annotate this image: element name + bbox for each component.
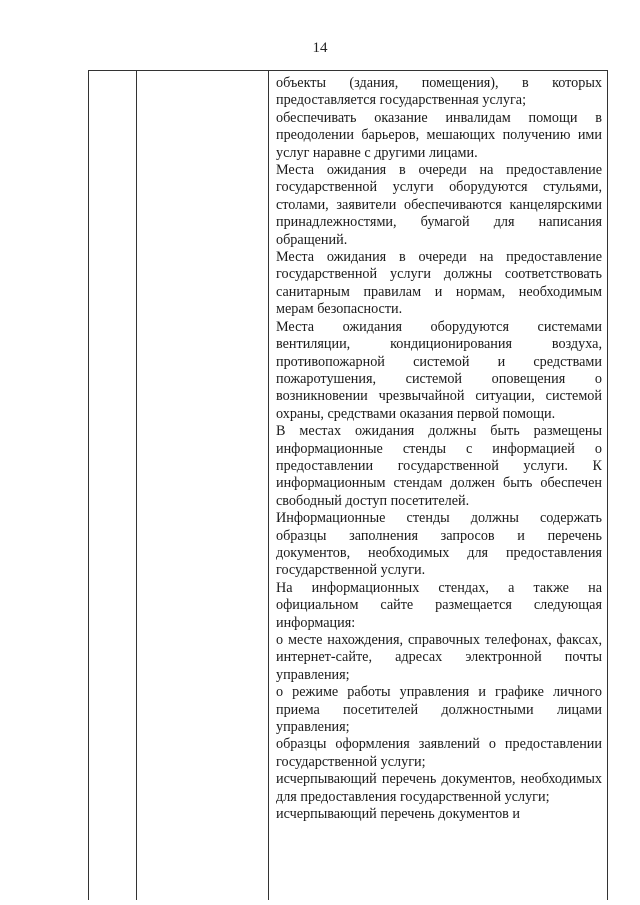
page-number: 14	[312, 40, 328, 56]
paragraph: В местах ожидания должны быть размещены информационные стенды с информацией о предоставлении государственной услуги. К информационным стендам должен быть обеспечен свободный доступ посетителей.	[276, 423, 602, 509]
paragraph: Места ожидания в очереди на предоставление государственной услуги оборудуются стульями, столами, заявители обеспечиваются канцелярскими принадлежностями, бумагой для написания обращений.	[276, 162, 602, 248]
table-column-title	[137, 71, 269, 900]
table-column-number	[89, 71, 137, 900]
paragraph: обеспечивать оказание инвалидам помощи в преодолении барьеров, мешающих получению ими услуг наравне с другими лицами.	[276, 109, 602, 161]
paragraph: На информационных стендах, а также на официальном сайте размещается следующая информация:	[276, 579, 602, 631]
paragraph: исчерпывающий перечень документов и	[276, 806, 521, 823]
paragraph: Места ожидания оборудуются системами вентиляции, кондиционирования воздуха, противопожарной системой и средствами пожаротушения, системой оповещения о возникновении чрезвычайной ситуации, системой охраны, средствами оказания первой помощи.	[276, 318, 602, 422]
paragraph: образцы оформления заявлений о предоставлении государственной услуги;	[276, 736, 602, 770]
paragraph: о режиме работы управления и графике личного приема посетителей должностными лицами управления;	[276, 684, 602, 736]
paragraph: Места ожидания в очереди на предоставление государственной услуги должны соответствовать санитарным правилам и нормам, необходимым мерам безопасности.	[276, 249, 602, 318]
paragraph: объекты (здания, помещения), в которых предоставляется государственная услуга;	[276, 75, 602, 109]
table-column-content	[276, 75, 602, 823]
document-table	[88, 70, 608, 900]
paragraph: о месте нахождения, справочных телефонах, факсах, интернет-сайте, адресах электронной почты управления;	[276, 632, 602, 683]
paragraph: Информационные стенды должны содержать образцы заполнения запросов и перечень документов, необходимых для предоставления государственной услуги.	[276, 510, 602, 579]
paragraph: исчерпывающий перечень документов, необходимых для предоставления государственной услуги;	[276, 771, 602, 805]
